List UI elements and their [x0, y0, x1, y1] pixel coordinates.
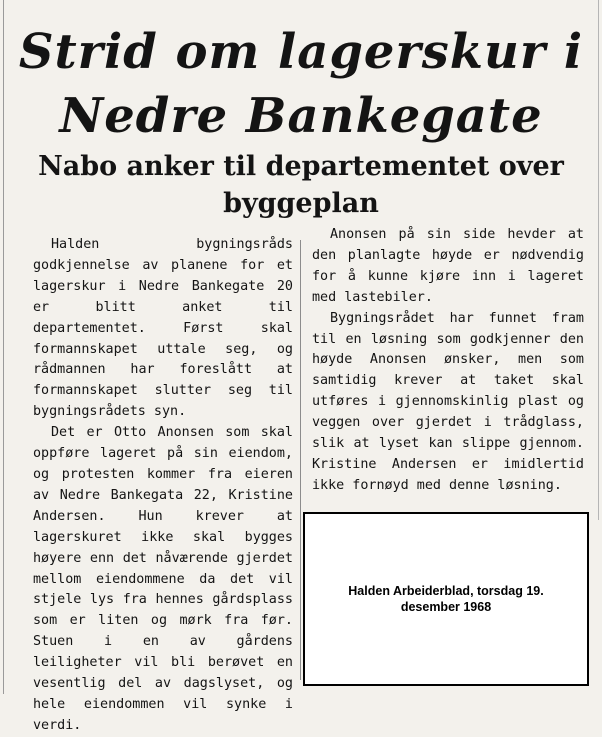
headline-line-1: Strid om lagerskur i [18, 24, 584, 80]
article-column-left [33, 235, 293, 737]
paragraph: Halden bygningsråds godkjennelse av planene for et lagerskur i Nedre Bankegate 20 er blitt anket til departementet. Først skal formannskapet uttale seg, og rådmannen har foreslått at formannskapet slutter seg til bygningsrådets syn. [33, 237, 293, 420]
source-caption-box [303, 512, 589, 686]
headline-line-2: Nedre Bankegate [59, 88, 543, 144]
article-column-right [312, 225, 584, 497]
column-divider [300, 240, 301, 680]
subheadline-line-1: Nabo anker til departementet over [38, 151, 564, 182]
paragraph: Anonsen på sin side hevder at den planlagte høyde er nødvendig for å kunne kjøre inn i lageret med lastebiler. [312, 227, 584, 305]
paragraph: Bygningsrådet har funnet fram til en løsning som godkjenner den høyde Anonsen ønsker, men som samtidig krever at taket skal utføres i gjennomskinlig plast og veggen over gjerdet i trådglass, slik at lyset kan slippe gjennom. Kristine Andersen er imidlertid ikke fornøyd med denne løsning. [312, 310, 584, 493]
subheadline-line-2: byggeplan [223, 188, 379, 219]
paragraph: Det er Otto Anonsen som skal oppføre lageret på sin eiendom, og protesten kommer fra eieren av Nedre Bankegata 22, Kristine Andersen. Hun krever at lagerskuret ikke skal bygges høyere enn det nåværende gjerdet mellom eiendommene da det vil stjele lys fra hennes gårdsplass som er liten og mørk fra før. Stuen i en av gårdens leiligheter vil bli berøvet en vesentlig del av dagslyset, og hele eiendommen vil synke i verdi. [33, 425, 293, 733]
page-edge-rule-right [598, 0, 599, 520]
source-caption: Halden Arbeiderblad, torsdag 19. desember 1968 [348, 583, 544, 614]
